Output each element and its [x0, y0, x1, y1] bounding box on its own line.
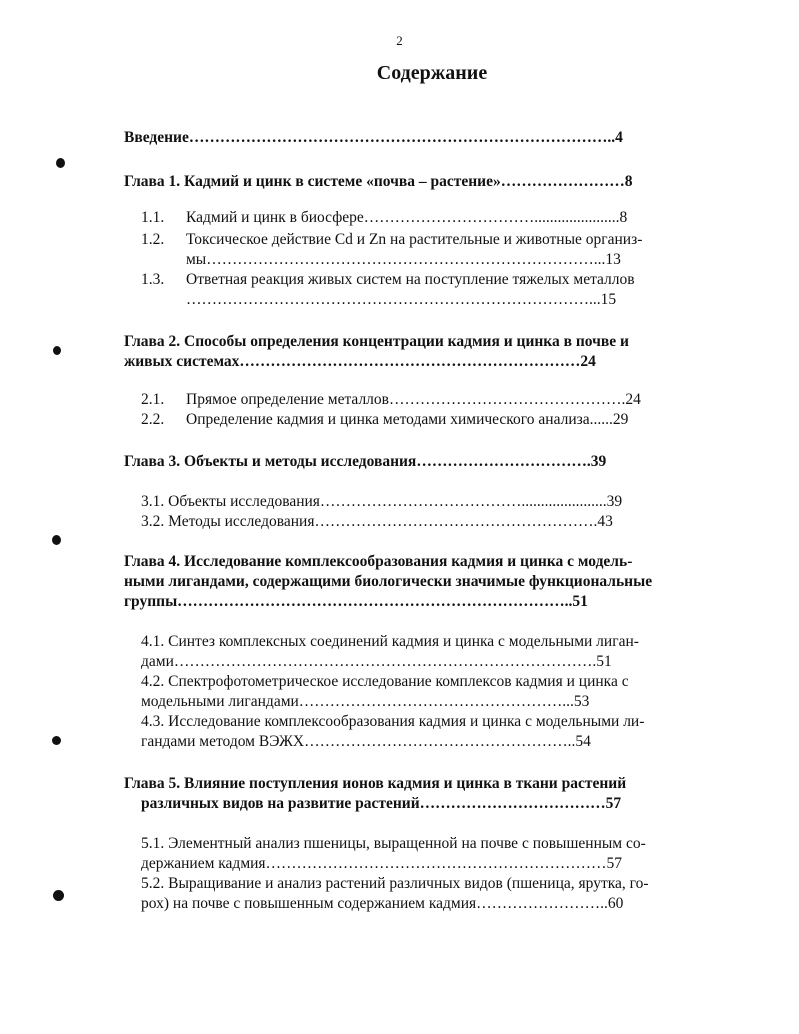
toc-section-5-1: 5.1. Элементный анализ пшеницы, выращенной на почве с повышенным со- [141, 835, 646, 852]
toc-section-number: 2.2. [141, 411, 165, 428]
toc-section-number: 1.1. [141, 209, 165, 226]
toc-section-1-1: Кадмий и цинк в биосфере……………………………......................8 [186, 209, 628, 226]
toc-section-1-2: Токсическое действие Cd и Zn на растительные и животные организ- [186, 231, 643, 248]
toc-chapter-4-cont: группы…………………………………………………………………..51 [124, 593, 588, 610]
toc-chapter-5-cont: различных видов на развитие растений………………………………57 [141, 795, 622, 812]
scan-mark [53, 890, 64, 901]
toc-section-number: 2.1. [141, 391, 165, 408]
toc-section-4-2-cont: модельными лигандами……………………………………………...53 [141, 693, 590, 710]
page-number: 2 [396, 33, 403, 48]
scan-mark [52, 736, 61, 745]
toc-chapter-4-cont: ными лигандами, содержащими биологически значимые функциональные [124, 573, 653, 590]
toc-section-5-1-cont: держанием кадмия…………………………………………………………57 [141, 855, 623, 872]
toc-chapter-2: Глава 2. Способы определения концентрации кадмия и цинка в почве и [124, 333, 629, 350]
toc-section-4-1-cont: дами……………………………………………………………………….51 [141, 653, 612, 670]
scan-mark [52, 535, 61, 545]
toc-chapter-3: Глава 3. Объекты и методы исследования…………………………….39 [124, 453, 607, 470]
toc-section-2-2: Определение кадмия и цинка методами химического анализа......29 [186, 411, 629, 428]
toc-section-4-3-cont: гандами методом ВЭЖХ……………………………………………..54 [141, 733, 591, 750]
toc-section-1-2-cont: мы…………………………………………………………………...13 [186, 251, 621, 268]
toc-intro: Введение………………………………………………………………………..4 [124, 129, 623, 146]
toc-chapter-2-cont: живых системах…………………………………………………………24 [124, 353, 596, 370]
toc-section-4-2: 4.2. Спектрофотометрическое исследование комплексов кадмия и цинка с [141, 673, 629, 690]
toc-section-5-2: 5.2. Выращивание и анализ растений различных видов (пшеница, ярутка, го- [141, 875, 649, 892]
toc-section-5-2-cont: рох) на почве с повышенным содержанием кадмия……………………..60 [141, 895, 624, 912]
toc-section-3-2: 3.2. Методы исследования……………………………………………….43 [141, 513, 613, 530]
toc-chapter-5: Глава 5. Влияние поступления ионов кадмия и цинка в ткани растений [124, 775, 627, 792]
scan-mark [56, 158, 65, 168]
toc-section-1-3: Ответная реакция живых систем на поступление тяжелых металлов [186, 271, 635, 288]
toc-section-number: 1.2. [141, 231, 165, 248]
toc-section-1-3-cont: ……………………………………………………………………...15 [186, 291, 617, 308]
toc-chapter-4: Глава 4. Исследование комплексообразования кадмия и цинка с модель- [124, 553, 633, 570]
toc-section-number: 1.3. [141, 271, 165, 288]
toc-section-4-1: 4.1. Синтез комплексных соединений кадмия и цинка с модельными лиган- [141, 633, 639, 650]
page-title: Содержание [376, 62, 488, 84]
scan-mark [53, 346, 61, 355]
toc-section-4-3: 4.3. Исследование комплексообразования кадмия и цинка с модельными ли- [141, 713, 645, 730]
toc-section-3-1: 3.1. Объекты исследования…………………………………......................39 [141, 493, 623, 510]
toc-chapter-1: Глава 1. Кадмий и цинк в системе «почва – растение»……………………8 [124, 173, 633, 190]
toc-section-2-1: Прямое определение металлов……………………………………….24 [186, 391, 641, 408]
